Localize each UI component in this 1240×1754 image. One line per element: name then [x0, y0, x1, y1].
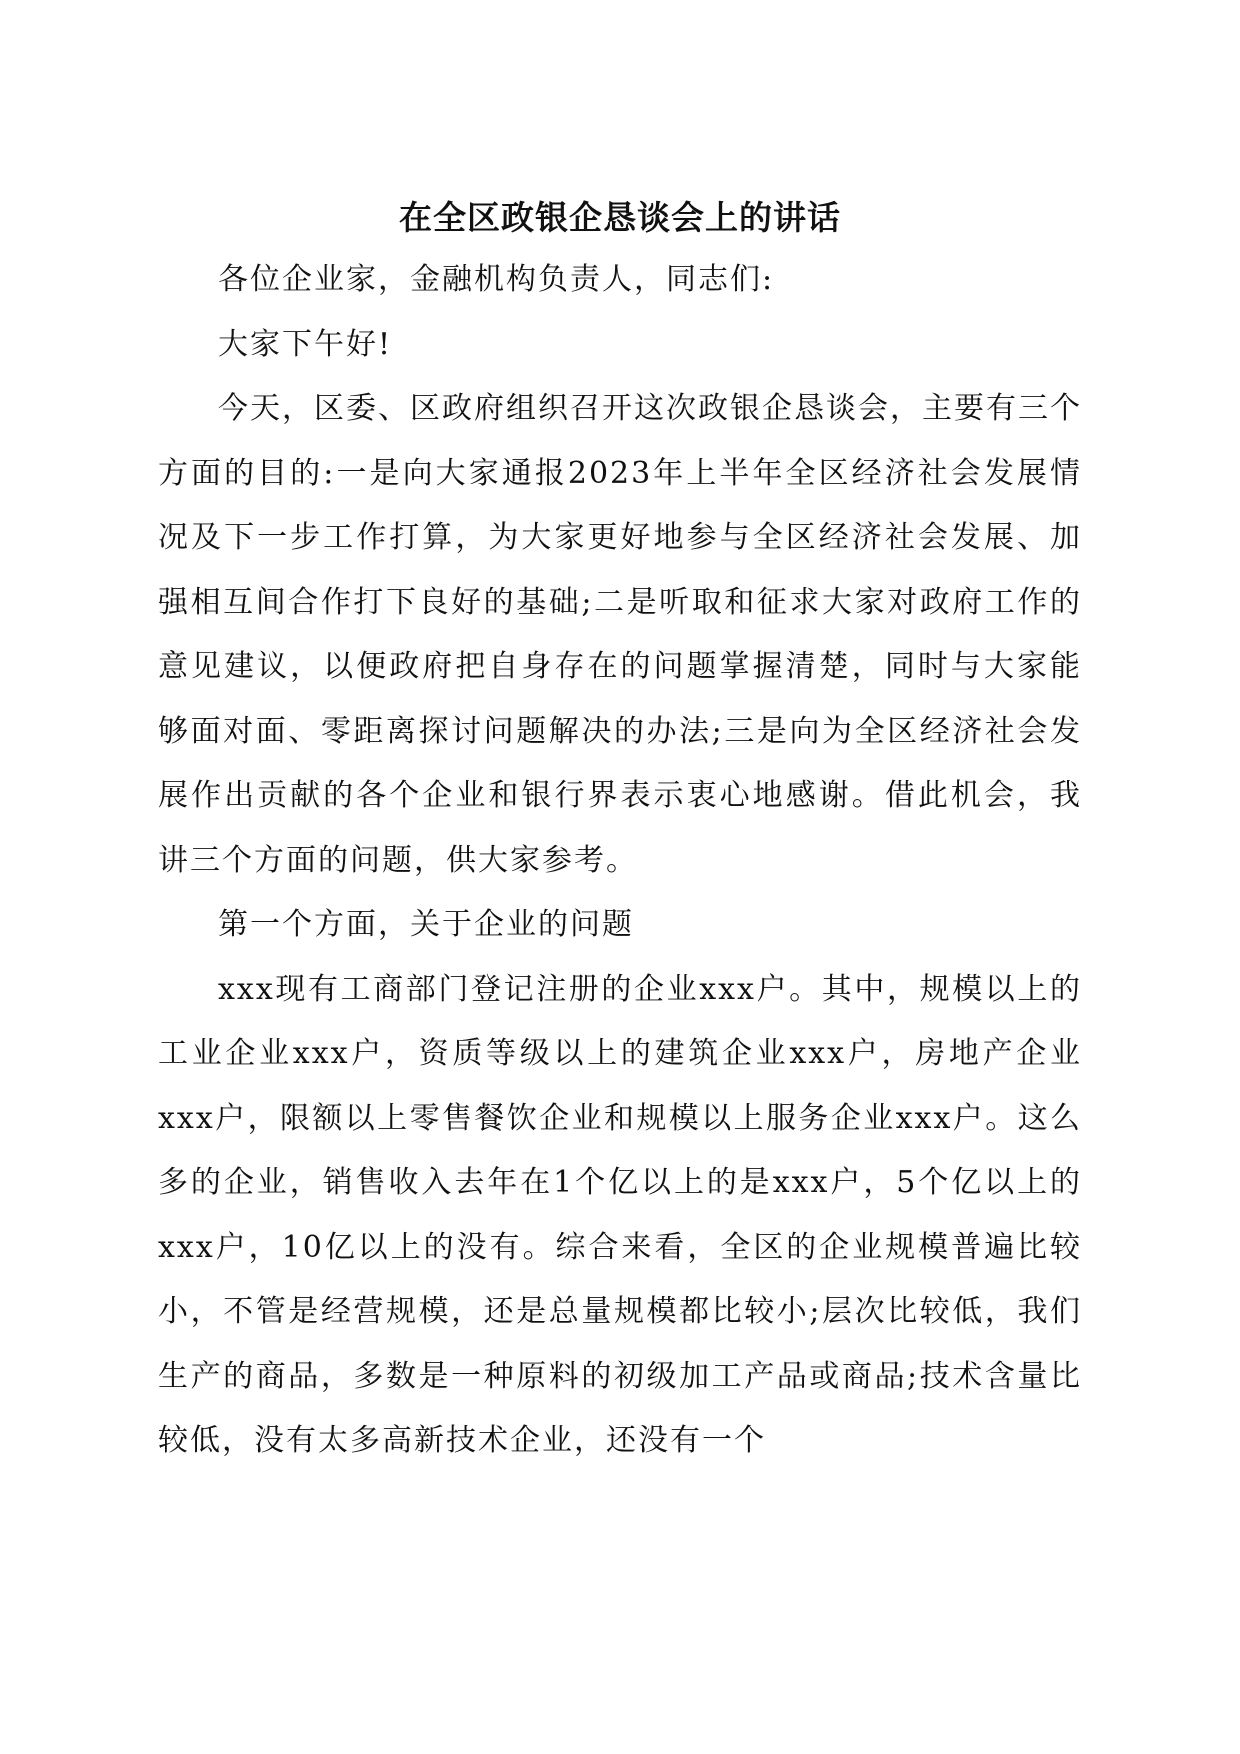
enterprise-paragraph: xxx现有工商部门登记注册的企业xxx户。其中，规模以上的工业企业xxx户，资质等级以上的建筑企业xxx户，房地产企业xxx户，限额以上零售餐饮企业和规模以上服务企业xxx户。这么多的企业，销售收入去年在1个亿以上的是xxx户，5个亿以上的xxx户，10亿以上的没有。综合来看，全区的企业规模普遍比较小，不管是经营规模，还是总量规模都比较小;层次比较低，我们生产的商品，多数是一种原料的初级加工产品或商品;技术含量比较低，没有太多高新技术企业，还没有一个	[158, 971, 1082, 1458]
purpose-paragraph: 今天，区委、区政府组织召开这次政银企恳谈会，主要有三个方面的目的:一是向大家通报2023年上半年全区经济社会发展情况及下一步工作打算，为大家更好地参与全区经济社会发展、加强相互间合作打下良好的基础;二是听取和征求大家对政府工作的意见建议，以便政府把自身存在的问题掌握清楚，同时与大家能够面对面、零距离探讨问题解决的办法;三是向为全区经济社会发展作出贡献的各个企业和银行界表示衷心地感谢。借此机会，我讲三个方面的问题，供大家参考。	[158, 391, 1082, 878]
document-title: 在全区政银企恳谈会上的讲话	[399, 198, 841, 237]
greeting-paragraph: 大家下午好!	[218, 326, 393, 362]
document-body	[158, 248, 1082, 1474]
salutation-paragraph: 各位企业家，金融机构负责人，同志们:	[218, 262, 775, 297]
section-heading: 第一个方面，关于企业的问题	[218, 907, 634, 942]
